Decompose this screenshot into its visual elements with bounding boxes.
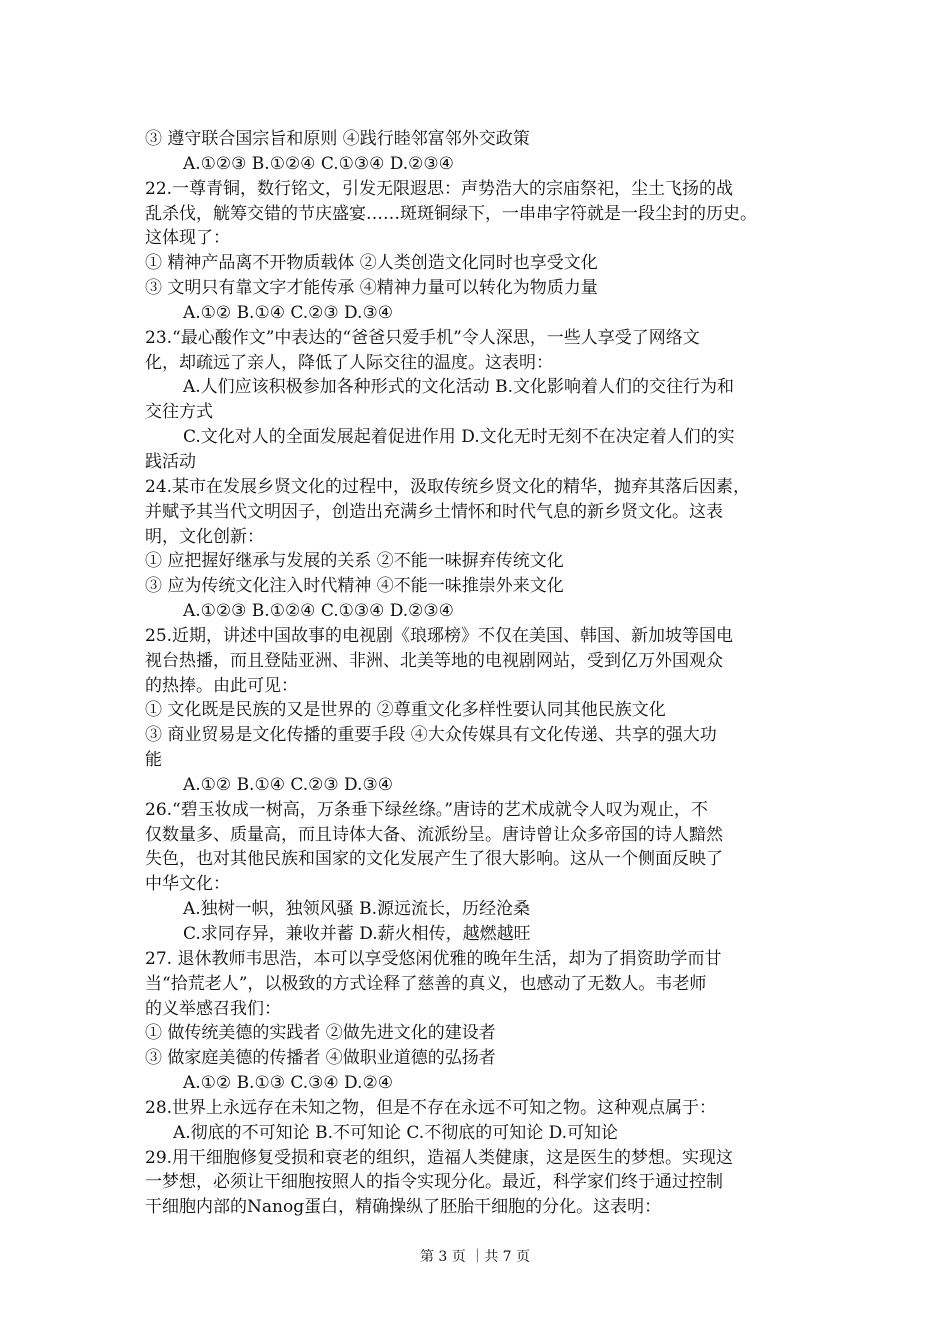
text-line: 仅数量多、质量高，而且诗体大备、流派纷呈。唐诗曾让众多帝国的诗人黯然 [145, 824, 723, 845]
text-line: 24.某市在发展乡贤文化的过程中，汲取传统乡贤文化的精华，抛弃其落后因素， [145, 476, 751, 497]
text-line: ③ 文明只有靠文字才能传承 ④精神力量可以转化为物质力量 [145, 278, 598, 299]
text-line: ③ 遵守联合国宗旨和原则 ④践行睦邻富邻外交政策 [145, 129, 530, 149]
text-line: 当“拾荒老人”，以极致的方式诠释了慈善的真义，也感动了无数人。韦老师 [145, 973, 707, 994]
text-line: 29.用干细胞修复受损和衰老的组织，造福人类健康，这是医生的梦想。实现这 [145, 1147, 734, 1168]
text-line: 28.世界上永远存在未知之物，但是不存在永远不可知之物。这种观点属于： [145, 1097, 717, 1118]
text-line: 化，却疏远了亲人，降低了人际交往的温度。这表明： [145, 352, 553, 373]
text-line: 一梦想，必须让干细胞按照人的指令实现分化。最近，科学家们终于通过控制 [145, 1172, 723, 1193]
text-line: 并赋予其当代文明因子，创造出充满乡土情怀和时代气息的新乡贤文化。这表 [145, 501, 723, 522]
text-line: 的热捧。由此可见： [145, 675, 298, 696]
text-line: A.①②③ B.①②④ C.①③④ D.②③④ [183, 601, 454, 622]
text-line: 25.近期，讲述中国故事的电视剧《琅琊榜》不仅在美国、韩国、新加坡等国电 [145, 625, 734, 646]
text-line: 失色，也对其他民族和国家的文化发展产生了很大影响。这从一个侧面反映了 [145, 849, 723, 870]
text-line: 干细胞内部的Nanog蛋白，精确操纵了胚胎干细胞的分化。这表明： [145, 1197, 662, 1218]
text-line: 乱杀伐，觥筹交错的节庆盛宴……斑斑铜绿下，一串串字符就是一段尘封的历史。 [145, 203, 757, 224]
text-line: 能 [145, 750, 162, 771]
text-line: 视台热播，而且登陆亚洲、非洲、北美等地的电视剧网站，受到亿万外国观众 [145, 650, 723, 671]
text-line: 践活动 [145, 451, 196, 472]
text-line: ① 做传统美德的实践者 ②做先进文化的建设者 [145, 1023, 496, 1044]
text-line: A.①② B.①④ C.②③ D.③④ [183, 302, 393, 323]
text-line: 27. 退休教师韦思浩，本可以享受悠闲优雅的晚年生活，却为了捐资助学而甘 [145, 948, 722, 969]
text-line: 22.一尊青铜，数行铭文，引发无限遐思：声势浩大的宗庙祭祀，尘土飞扬的战 [145, 178, 734, 199]
text-line: A.人们应该积极参加各种形式的文化活动 B.文化影响着人们的交往行为和 [183, 377, 734, 398]
text-line: C.文化对人的全面发展起着促进作用 D.文化无时无刻不在决定着人们的实 [183, 427, 735, 448]
text-line: 交往方式 [145, 402, 213, 423]
text-line: 的义举感召我们： [145, 998, 281, 1019]
text-line: A.①② B.①④ C.②③ D.③④ [183, 774, 393, 795]
text-line: ③ 应为传统文化注入时代精神 ④不能一味推崇外来文化 [145, 576, 564, 597]
text-line: ① 精神产品离不开物质载体 ②人类创造文化同时也享受文化 [145, 253, 598, 274]
text-line: ① 文化既是民族的又是世界的 ②尊重文化多样性要认同其他民族文化 [145, 700, 666, 721]
page-footer: 第 3 页 ｜共 7 页 [419, 1249, 531, 1265]
text-line: ① 应把握好继承与发展的关系 ②不能一味摒弃传统文化 [145, 551, 564, 572]
text-line: 明，文化创新： [145, 526, 264, 547]
text-line: 中华文化： [145, 874, 230, 895]
text-line: 23.“最心酸作文”中表达的“爸爸只爱手机”令人深思，一些人享受了网络文 [145, 327, 700, 348]
page-body [145, 127, 815, 1220]
text-line: A.①② B.①③ C.③④ D.②④ [183, 1073, 393, 1094]
text-line: 26.“碧玉妆成一树高，万条垂下绿丝绦。”唐诗的艺术成就令人叹为观止，不 [145, 799, 708, 820]
text-line: A.彻底的不可知论 B.不可知论 C.不彻底的可知论 D.可知论 [173, 1122, 619, 1143]
text-line: ③ 商业贸易是文化传播的重要手段 ④大众传媒具有文化传递、共享的强大功 [145, 725, 717, 746]
text-line: 这体现了： [145, 228, 230, 249]
text-line: ③ 做家庭美德的传播者 ④做职业道德的弘扬者 [145, 1048, 496, 1069]
text-line: C.求同存异，兼收并蓄 D.薪火相传，越燃越旺 [183, 924, 531, 944]
text-line: A.①②③ B.①②④ C.①③④ D.②③④ [183, 153, 454, 174]
text-line: A.独树一帜，独领风骚 B.源远流长，历经沧桑 [183, 899, 530, 920]
